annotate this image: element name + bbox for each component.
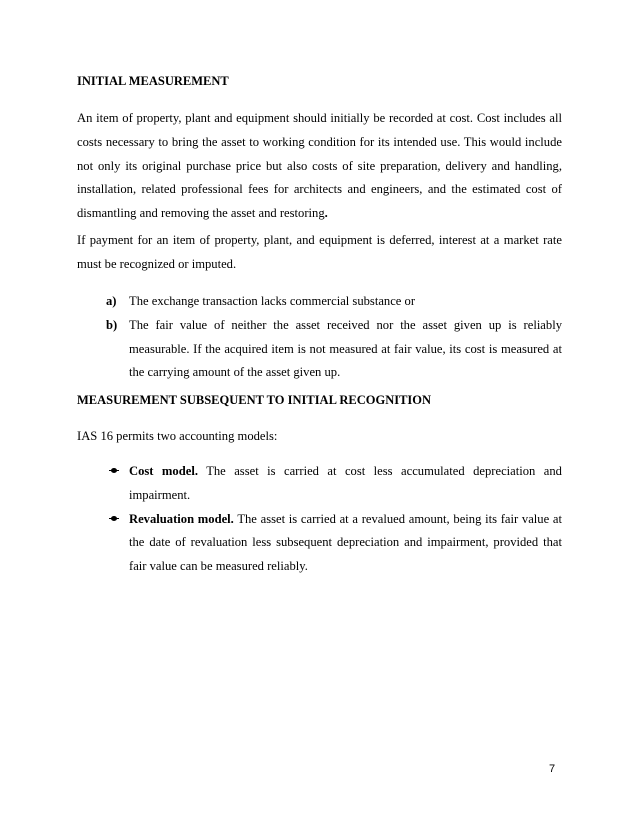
paragraph-initial-cost-period: . xyxy=(324,206,328,221)
list-item xyxy=(110,508,562,579)
list-marker: a) xyxy=(106,294,117,308)
list-item xyxy=(106,314,562,385)
list-item-text: The exchange transaction lacks commercial substance or xyxy=(129,294,416,308)
bullet-icon xyxy=(111,516,117,521)
list-marker: b) xyxy=(106,317,118,332)
page-number: 7 xyxy=(549,763,556,775)
heading-subsequent-measurement: MEASUREMENT SUBSEQUENT TO INITIAL RECOGNITION xyxy=(77,393,432,407)
list-item-text: The fair value of neither the asset received nor the asset given up is reliably measurable. If the acquired item is not measured at fair value, its cost is measured at the carrying amount of the asset given up. xyxy=(129,317,562,380)
accounting-models-list xyxy=(110,460,562,579)
heading-initial-measurement: INITIAL MEASUREMENT xyxy=(77,74,229,88)
paragraph-deferred-payment: If payment for an item of property, plant, and equipment is deferred, interest at a market rate must be recognized or imputed. xyxy=(77,233,562,271)
paragraph-initial-cost-text: An item of property, plant and equipment should initially be recorded at cost. Cost includes all costs necessary to bring the asset to working condition for its intended use. This would include not only its original purchase price but also costs of site preparation, delivery and handling, installation, related professional fees for architects and engineers, and the estimated cost of dismantling and removing the asset and restoring xyxy=(77,111,562,221)
list-item xyxy=(110,460,562,508)
paragraph-accounting-models: IAS 16 permits two accounting models: xyxy=(77,429,278,443)
list-item-lead: Cost model. xyxy=(129,464,198,478)
list-item xyxy=(106,290,562,314)
list-item-text: The asset is carried at cost less accumulated depreciation and impairment. xyxy=(129,464,562,502)
exchange-conditions-list xyxy=(106,290,562,385)
list-item-text: The asset is carried at a revalued amount, being its fair value at the date of revaluation less subsequent depreciation and impairment, provided that fair value can be measured reliably. xyxy=(129,511,562,574)
bullet-icon xyxy=(111,468,117,473)
paragraph-initial-cost xyxy=(77,107,562,226)
list-item-lead: Revaluation model. xyxy=(129,511,234,526)
